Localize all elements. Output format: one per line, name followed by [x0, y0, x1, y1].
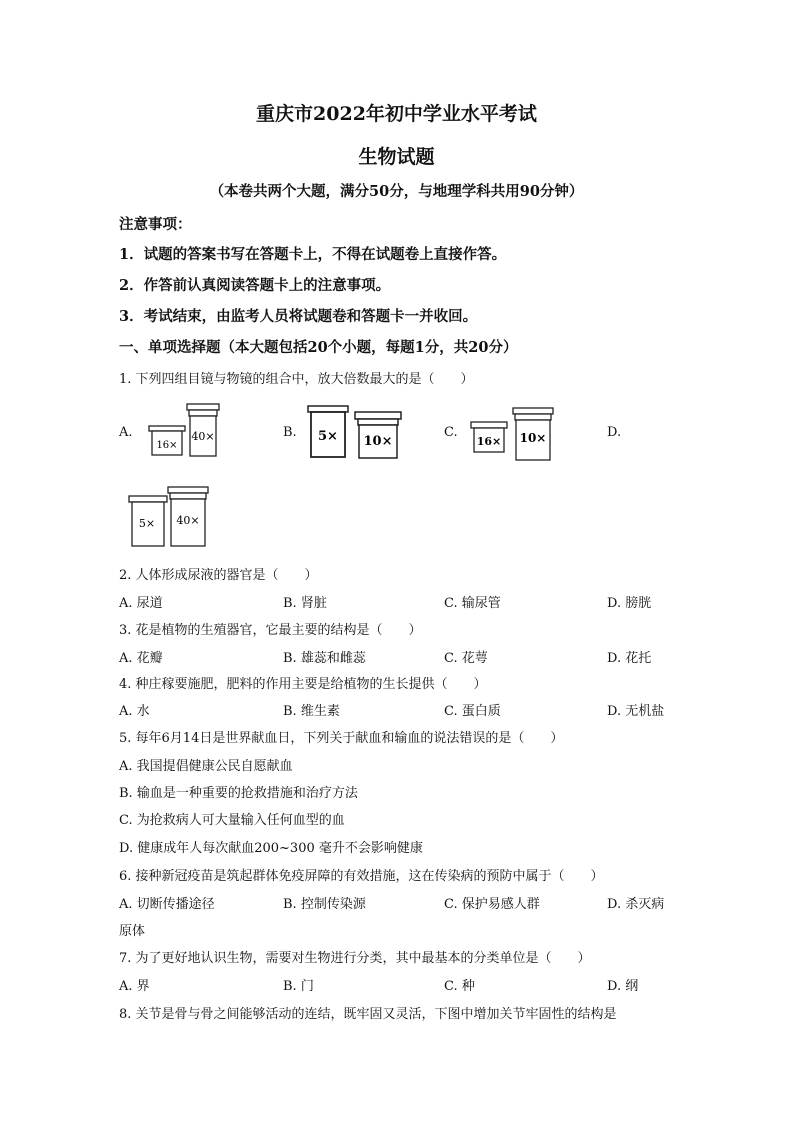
- q5-option-b: B. 输血是一种重要的抢救措施和治疗方法: [119, 786, 358, 801]
- q6-option-a: A. 切断传播途径: [119, 897, 215, 912]
- eyepiece-lens: [149, 426, 185, 455]
- lens-label: 16×: [476, 435, 502, 448]
- notice-item: 2．作答前认真阅读答题卡上的注意事项。: [119, 277, 391, 294]
- question-5-stem: 5. 每年6月14日是世界献血日，下列关于献血和输血的说法错误的是（ ）: [119, 731, 564, 746]
- lens-label: 16×: [156, 440, 178, 451]
- lens-label: 5×: [318, 429, 338, 444]
- q4-option-b: B. 维生素: [283, 704, 340, 719]
- eyepiece-lens: [308, 406, 348, 457]
- objective-lens: [187, 404, 219, 456]
- notice-item: 1．试题的答案书写在答题卡上，不得在试题卷上直接作答。: [119, 246, 507, 263]
- question-8-stem: 8. 关节是骨与骨之间能够活动的连结，既牢固又灵活，下图中增加关节牢固性的结构是: [119, 1007, 617, 1022]
- q7-option-a: A. 界: [119, 979, 150, 994]
- lens-label: 10×: [519, 431, 547, 445]
- q1-option-d-label: D.: [607, 425, 622, 440]
- q4-option-d: D. 无机盐: [607, 704, 665, 719]
- lens-label: 40×: [191, 430, 215, 443]
- q3-option-c: C. 花萼: [444, 651, 488, 666]
- lens-label: 5×: [138, 517, 156, 530]
- eyepiece-lens: [471, 422, 507, 452]
- eyepiece-lens: [129, 496, 167, 546]
- q2-option-b: B. 肾脏: [283, 596, 327, 611]
- question-3-stem: 3. 花是植物的生殖器官，它最主要的结构是（ ）: [119, 623, 422, 638]
- objective-lens: [168, 487, 208, 546]
- q1-option-b-label: B.: [283, 425, 297, 440]
- q6-option-c: C. 保护易感人群: [444, 897, 540, 912]
- q2-option-d: D. 膀胱: [607, 596, 652, 611]
- q3-option-a: A. 花瓣: [119, 651, 163, 666]
- exam-note: （本卷共两个大题，满分50分，与地理学科共用90分钟）: [209, 183, 584, 200]
- q1-option-c-label: C.: [444, 425, 458, 440]
- q3-option-d: D. 花托: [607, 651, 652, 666]
- q2-option-c: C. 输尿管: [444, 596, 501, 611]
- lens-label: 10×: [363, 434, 393, 449]
- q1-option-a-figure: [145, 400, 235, 462]
- q1-option-c-figure: [468, 405, 558, 463]
- question-1-stem: 1. 下列四组目镜与物镜的组合中，放大倍数最大的是（ ）: [119, 372, 474, 387]
- exam-subtitle: 生物试题: [358, 146, 435, 168]
- section-heading: 一、单项选择题（本大题包括20个小题，每题1分，共20分）: [119, 339, 518, 356]
- q7-option-b: B. 门: [283, 979, 314, 994]
- q6-option-d: D. 杀灭病: [607, 897, 665, 912]
- objective-lens: [513, 408, 553, 460]
- q3-option-b: B. 雄蕊和雌蕊: [283, 651, 366, 666]
- question-4-stem: 4. 种庄稼要施肥，肥料的作用主要是给植物的生长提供（ ）: [119, 677, 487, 692]
- q5-option-c: C. 为抢救病人可大量输入任何血型的血: [119, 813, 345, 828]
- q2-option-a: A. 尿道: [119, 596, 163, 611]
- q5-option-d: D. 健康成年人每次献血200~300 毫升不会影响健康: [119, 841, 423, 856]
- q1-option-a-label: A.: [119, 425, 133, 440]
- lens-label: 40×: [176, 514, 200, 527]
- q6-option-d-wrap: 原体: [119, 924, 146, 939]
- question-7-stem: 7. 为了更好地认识生物，需要对生物进行分类，其中最基本的分类单位是（ ）: [119, 951, 591, 966]
- q7-option-c: C. 种: [444, 979, 475, 994]
- q7-option-d: D. 纲: [607, 979, 639, 994]
- q1-option-d-figure: [125, 484, 215, 548]
- q1-option-b-figure: [305, 400, 405, 462]
- q4-option-a: A. 水: [119, 704, 150, 719]
- question-2-stem: 2. 人体形成尿液的器官是（ ）: [119, 568, 318, 583]
- notice-item: 3．考试结束，由监考人员将试题卷和答题卡一并收回。: [119, 308, 478, 325]
- q4-option-c: C. 蛋白质: [444, 704, 501, 719]
- notice-heading: 注意事项：: [119, 216, 192, 233]
- q6-option-b: B. 控制传染源: [283, 897, 366, 912]
- q5-option-a: A. 我国提倡健康公民自愿献血: [119, 759, 293, 774]
- question-6-stem: 6. 接种新冠疫苗是筑起群体免疫屏障的有效措施，这在传染病的预防中属于（ ）: [119, 869, 604, 884]
- exam-title: 重庆市2022年初中学业水平考试: [256, 103, 537, 125]
- objective-lens: [355, 412, 401, 458]
